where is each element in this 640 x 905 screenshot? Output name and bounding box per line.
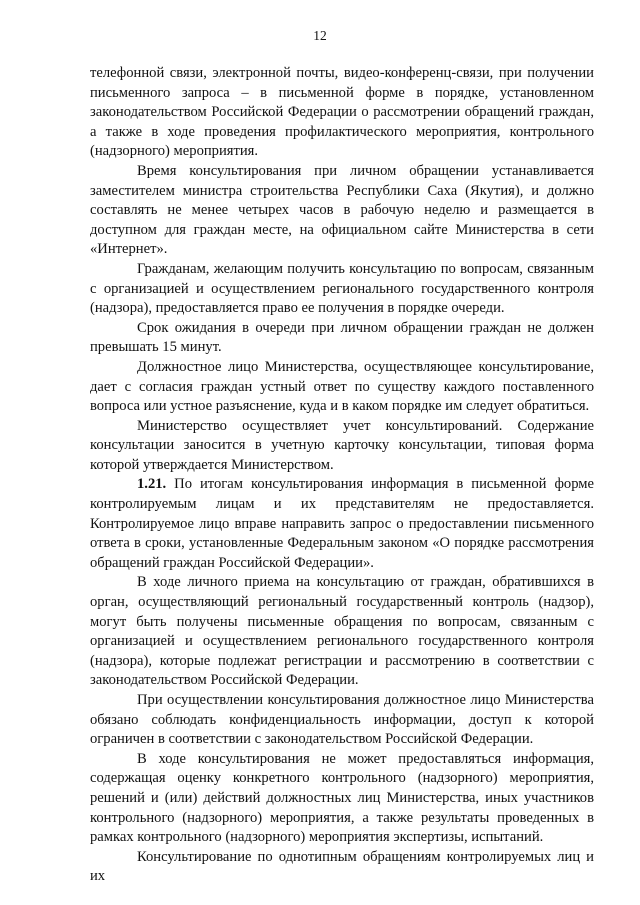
paragraph-continuation: телефонной связи, электронной почты, видео-конференц-связи, при получении письменного запроса – в письменной форме в порядке, установленном законодательством Российской Федерации о рассмотрении обращений граждан, а также в ходе проведения профилактического мероприятия, контрольного (надзорного) мероприятия.: [90, 65, 594, 160]
paragraph-consultation-time: Время консультирования при личном обращении устанавливается заместителем министра строительства Республики Саха (Якутия), и должно составлять не менее четырех часов в рабочую неделю и размещается в доступном для граждан месте, на официальном сайте Министерства в сети «Интернет».: [90, 162, 594, 258]
paragraph-restricted-info: В ходе консультирования не может предоставляться информация, содержащая оценку конкретного контрольного (надзорного) мероприятия, решений и (или) действий должностных лиц Министерства, иных участников контрольного (надзорного) мероприятия, а также результаты проведенных в рамках контрольного (надзорного) мероприятия экспертизы, испытаний.: [90, 750, 594, 846]
paragraph-queue-right: Гражданам, желающим получить консультацию по вопросам, связанным с организацией и осуществлением регионального государственного контроля (надзора), предоставляется право ее получения в порядке очереди.: [90, 260, 594, 317]
paragraph-oral-answer: Должностное лицо Министерства, осуществляющее консультирование, дает с согласия граждан устный ответ по существу каждого поставленного вопроса или устное разъяснение, куда и в каком порядке им следует обратиться.: [90, 358, 594, 415]
section-1-21-text: По итогам консультирования информация в письменной форме контролируемым лицам и их представителям не предоставляется. Контролируемое лицо вправе направить запрос о предоставлении письменного ответа в сроки, установленные Федеральным законом «О порядке рассмотрения обращений граждан Российской Федерации».: [90, 476, 594, 571]
paragraph-confidentiality: При осуществлении консультирования должностное лицо Министерства обязано соблюдать конфиденциальность информации, доступ к которой ограничен в соответствии с законодательством Российской Федерации.: [90, 692, 594, 748]
paragraph-similar-appeals: Консультирование по однотипным обращениям контролируемых лиц и их: [90, 848, 594, 885]
paragraph-waiting-time: Срок ожидания в очереди при личном обращении граждан не должен превышать 15 минут.: [90, 319, 594, 356]
paragraph-consultation-record: Министерство осуществляет учет консультирований. Содержание консультации заносится в учетную карточку консультации, типовая форма которой утверждается Министерством.: [90, 417, 594, 473]
section-number: 1.21.: [137, 476, 167, 493]
page-number: 12: [313, 28, 327, 43]
document-body: [90, 64, 594, 887]
paragraph-section-1-21: [90, 475, 594, 573]
paragraph-written-appeals: В ходе личного приема на консультацию от граждан, обратившихся в орган, осуществляющий региональный государственный контроль (надзор), могут быть получены письменные обращения по вопросам, связанным с организацией и осуществлением регионального государственного контроля (надзора), которые подлежат регистрации и рассмотрению в соответствии с законодательством Российской Федерации.: [90, 574, 594, 689]
